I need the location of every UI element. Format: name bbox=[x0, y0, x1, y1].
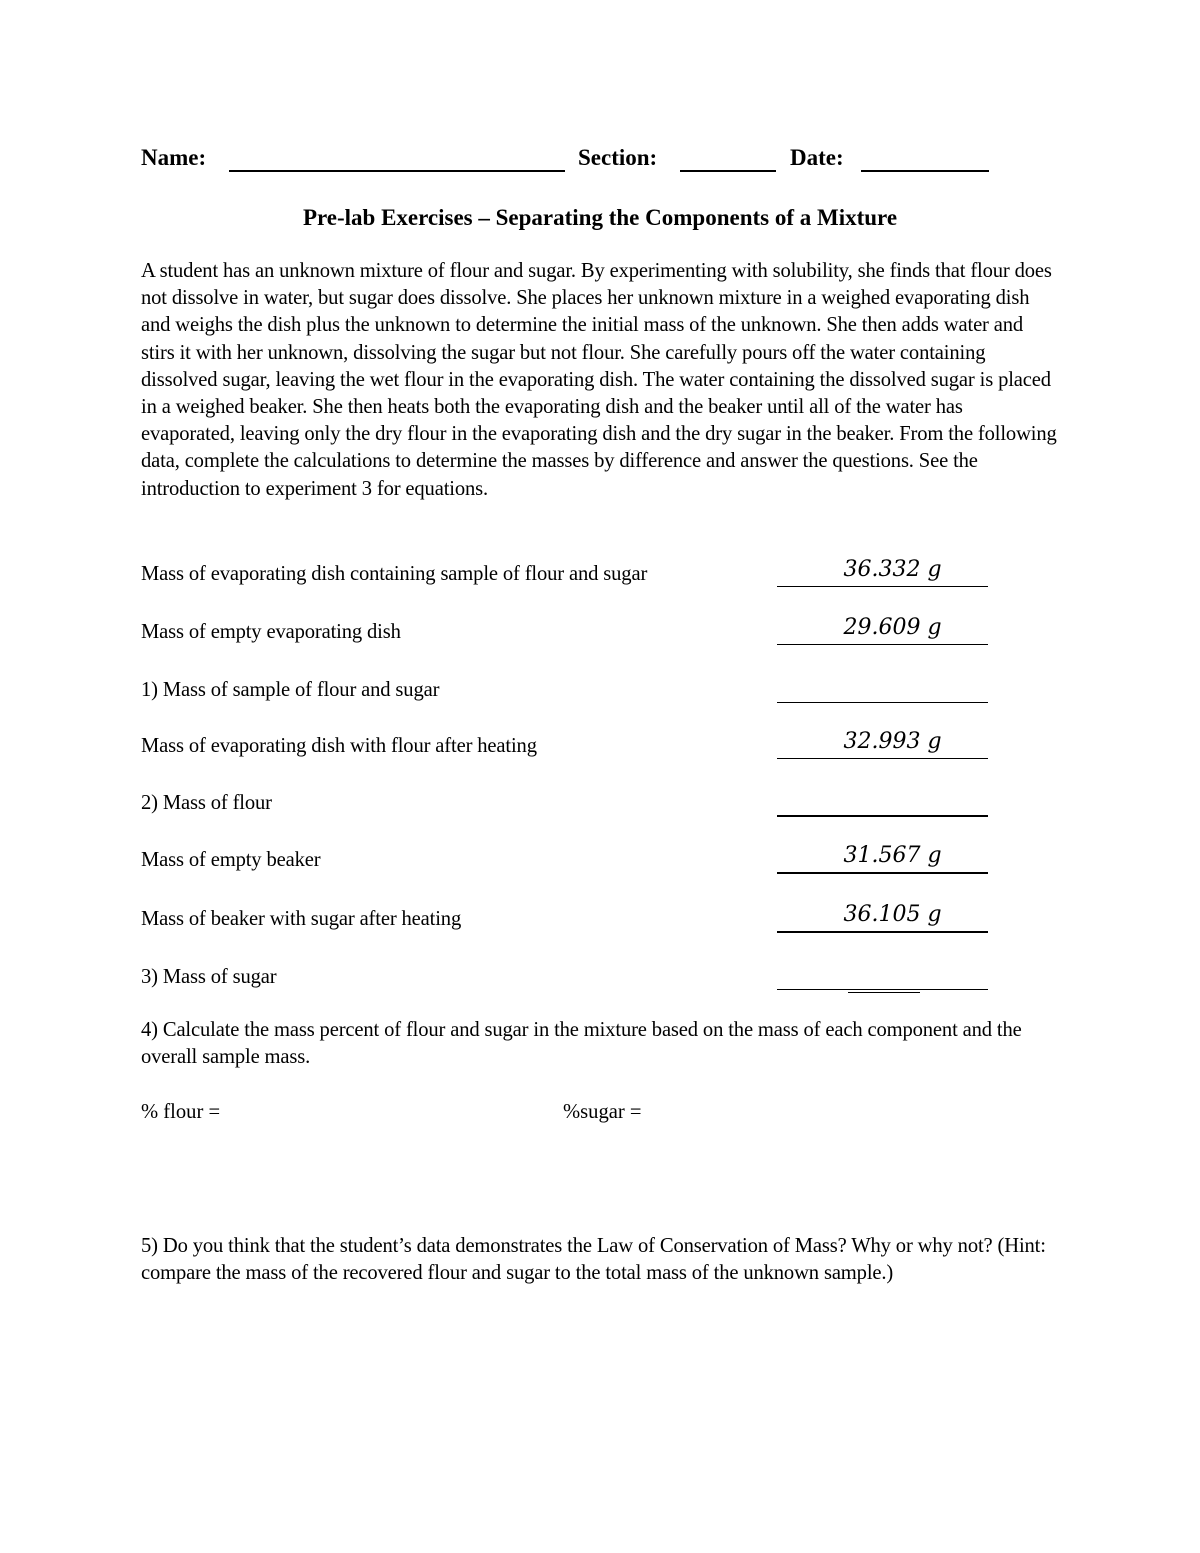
row-label: Mass of evaporating dish containing sample of flour and sugar bbox=[141, 563, 648, 585]
row-label: 2) Mass of flour bbox=[141, 792, 272, 814]
name-label: Name: bbox=[141, 145, 207, 170]
answer-line[interactable] bbox=[777, 815, 988, 817]
answer-line[interactable] bbox=[777, 758, 988, 759]
handwritten-value: 32.993 g bbox=[843, 729, 942, 754]
answer-line[interactable] bbox=[777, 989, 988, 990]
handwritten-value: 36.332 g bbox=[843, 557, 942, 582]
data-row bbox=[141, 731, 1001, 763]
student-info-header bbox=[141, 143, 1001, 177]
row-label: 3) Mass of sugar bbox=[141, 966, 277, 988]
row-label: Mass of evaporating dish with flour after heating bbox=[141, 735, 537, 757]
question-4: 4) Calculate the mass percent of flour and sugar in the mixture based on the mass of each component and the overall sample mass. bbox=[141, 1019, 1022, 1069]
date-field[interactable] bbox=[861, 170, 989, 172]
data-row bbox=[141, 617, 1001, 649]
handwritten-value: 31.567 g bbox=[843, 843, 942, 868]
question-5: 5) Do you think that the student’s data demonstrates the Law of Conservation of Mass? Why or why not? (Hint: compare the mass of the recovered flour and sugar to the total mass of the unknown sample.) bbox=[141, 1235, 1046, 1285]
answer-line[interactable] bbox=[777, 644, 988, 645]
worksheet-title: Pre-lab Exercises – Separating the Components of a Mixture bbox=[302, 205, 898, 230]
percent-flour-label: % flour = bbox=[141, 1101, 221, 1123]
row-label: Mass of beaker with sugar after heating bbox=[141, 908, 462, 930]
date-label: Date: bbox=[790, 145, 844, 170]
handwritten-value: 29.609 g bbox=[843, 615, 942, 640]
data-row bbox=[141, 788, 1001, 820]
section-field[interactable] bbox=[680, 170, 776, 172]
percent-sugar-label: %sugar = bbox=[563, 1101, 642, 1123]
data-row bbox=[141, 675, 1001, 707]
data-row bbox=[141, 904, 1001, 936]
name-field[interactable] bbox=[229, 170, 565, 172]
data-row bbox=[141, 962, 1001, 994]
handwritten-value: 36.105 g bbox=[843, 902, 942, 927]
data-row bbox=[141, 559, 1001, 591]
data-row bbox=[141, 845, 1001, 877]
intro-paragraph: A student has an unknown mixture of flour and sugar. By experimenting with solubility, she finds that flour does not dissolve in water, but sugar does dissolve. She places her unknown mixture in a weighed evaporating dish and weighs the dish plus the unknown to determine the initial mass of the unknown. She then adds water and stirs it with her unknown, dissolving the sugar but not flour. She carefully pours off the water containing dissolved sugar, leaving the wet flour in the evaporating dish. The water containing the dissolved sugar is placed in a weighed beaker. She then heats both the evaporating dish and the beaker until all of the water has evaporated, leaving only the dry flour in the evaporating dish and the dry sugar in the beaker. From the following data, complete the calculations to determine the masses by difference and answer the questions. See the introduction to experiment 3 for equations. bbox=[141, 260, 1057, 500]
answer-line[interactable] bbox=[777, 586, 988, 587]
row-label: Mass of empty beaker bbox=[141, 849, 321, 871]
row-label: Mass of empty evaporating dish bbox=[141, 621, 401, 643]
answer-line[interactable] bbox=[777, 931, 988, 933]
answer-line[interactable] bbox=[777, 872, 988, 874]
section-label: Section: bbox=[578, 145, 658, 170]
underline-mark bbox=[848, 992, 920, 993]
answer-line[interactable] bbox=[777, 702, 988, 703]
row-label: 1) Mass of sample of flour and sugar bbox=[141, 679, 440, 701]
